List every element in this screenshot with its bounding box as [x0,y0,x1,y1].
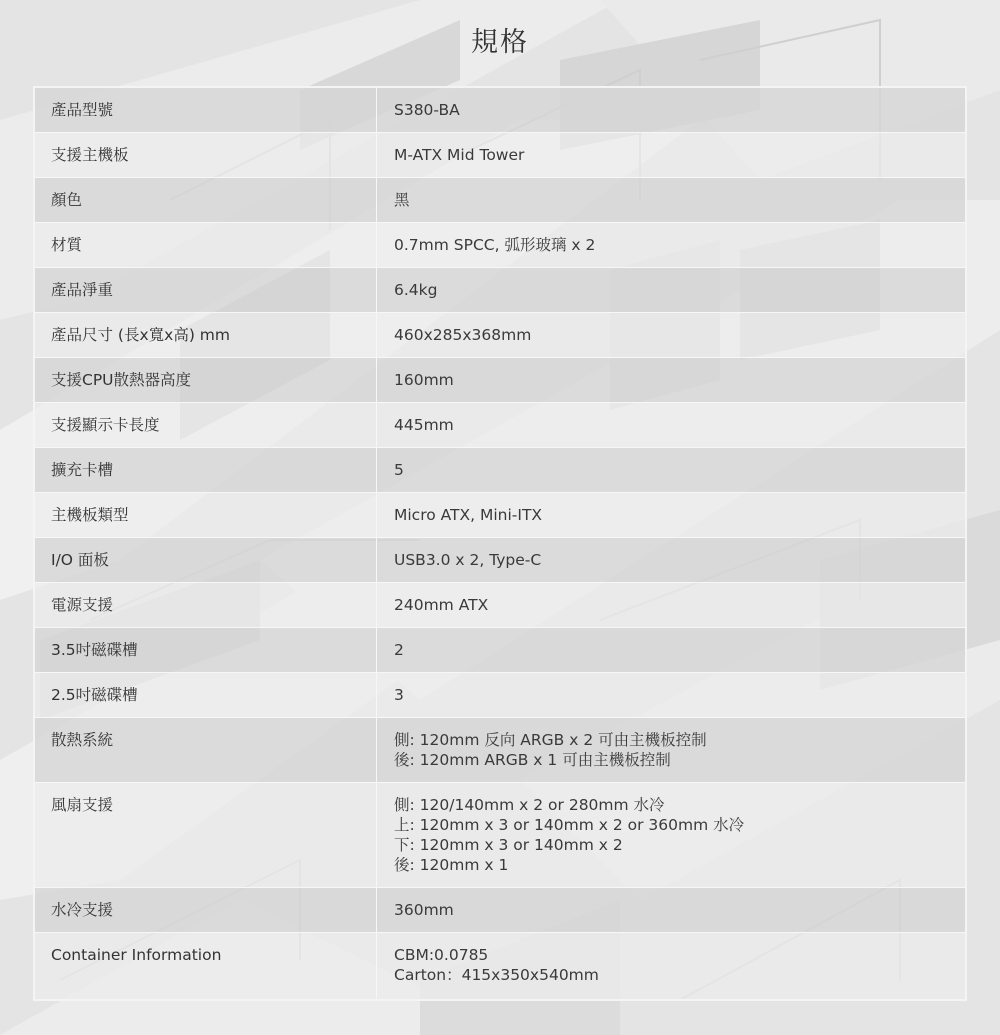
spec-label: 材質 [35,223,377,267]
spec-value-line: 側: 120mm 反向 ARGB x 2 可由主機板控制 [394,731,707,749]
spec-label: 支援主機板 [35,133,377,177]
spec-value-line: 0.7mm SPCC, 弧形玻璃 x 2 [394,236,596,254]
spec-label: 產品尺寸 (長x寬x高) mm [35,313,377,357]
spec-row-cpu-cooler-height [35,358,965,403]
spec-label: 3.5吋磁碟槽 [35,628,377,672]
spec-label: 產品淨重 [35,268,377,312]
spec-value-line: 側: 120/140mm x 2 or 280mm 水冷 [394,796,665,814]
spec-value [377,178,965,222]
spec-value [377,358,965,402]
spec-value-line: Micro ATX, Mini-ITX [394,506,543,524]
spec-row-motherboard-support [35,133,965,178]
spec-value [377,583,965,627]
spec-value [377,538,965,582]
spec-value-line: CBM:0.0785 [394,946,489,964]
spec-value-line: 160mm [394,371,454,389]
spec-value [377,493,965,537]
spec-value-line: 3 [394,686,404,704]
spec-table [33,86,967,1001]
spec-label: I/O 面板 [35,538,377,582]
spec-value [377,223,965,267]
spec-value [377,628,965,672]
spec-value [377,403,965,447]
spec-label: 支援顯示卡長度 [35,403,377,447]
spec-row-35-drive-bays [35,628,965,673]
spec-label: 水冷支援 [35,888,377,932]
spec-value-line: S380-BA [394,101,460,119]
spec-label: Container Information [35,933,377,999]
spec-value-line: 445mm [394,416,454,434]
spec-value [377,268,965,312]
spec-value-line: 黑 [394,191,410,209]
spec-value [377,783,965,887]
spec-row-container-information [35,933,965,999]
spec-row-cooling-system [35,718,965,783]
spec-value-line: USB3.0 x 2, Type-C [394,551,542,569]
spec-value-line: 後: 120mm ARGB x 1 可由主機板控制 [394,751,671,769]
spec-label: 電源支援 [35,583,377,627]
spec-value [377,133,965,177]
spec-value-line: 6.4kg [394,281,438,299]
spec-value-line: 360mm [394,901,454,919]
spec-value-line: 5 [394,461,404,479]
spec-value [377,313,965,357]
spec-value-line: 下: 120mm x 3 or 140mm x 2 [394,836,623,854]
spec-row-material [35,223,965,268]
spec-value-line: 2 [394,641,404,659]
spec-value-line: Carton：415x350x540mm [394,966,599,984]
spec-label: 擴充卡槽 [35,448,377,492]
spec-row-liquid-cooling-support [35,888,965,933]
spec-value [377,448,965,492]
spec-label: 2.5吋磁碟槽 [35,673,377,717]
spec-row-gpu-length [35,403,965,448]
spec-value-line: 240mm ATX [394,596,489,614]
spec-row-fan-support [35,783,965,888]
spec-row-model [35,88,965,133]
spec-row-net-weight [35,268,965,313]
spec-row-io-panel [35,538,965,583]
spec-value-line: M-ATX Mid Tower [394,146,525,164]
spec-row-motherboard-type [35,493,965,538]
spec-value-line: 460x285x368mm [394,326,532,344]
spec-value [377,673,965,717]
spec-value [377,88,965,132]
spec-value-line: 上: 120mm x 3 or 140mm x 2 or 360mm 水冷 [394,816,745,834]
spec-label: 顏色 [35,178,377,222]
spec-value [377,718,965,782]
spec-value-line: 後: 120mm x 1 [394,856,509,874]
spec-row-25-drive-bays [35,673,965,718]
spec-row-color [35,178,965,223]
spec-label: 產品型號 [35,88,377,132]
spec-label: 散熱系統 [35,718,377,782]
spec-label: 風扇支援 [35,783,377,887]
spec-row-expansion-slots [35,448,965,493]
spec-row-dimensions [35,313,965,358]
spec-label: 主機板類型 [35,493,377,537]
spec-value [377,933,965,999]
spec-row-psu-support [35,583,965,628]
page-title: 規格 [471,27,529,58]
spec-value [377,888,965,932]
spec-label: 支援CPU散熱器高度 [35,358,377,402]
